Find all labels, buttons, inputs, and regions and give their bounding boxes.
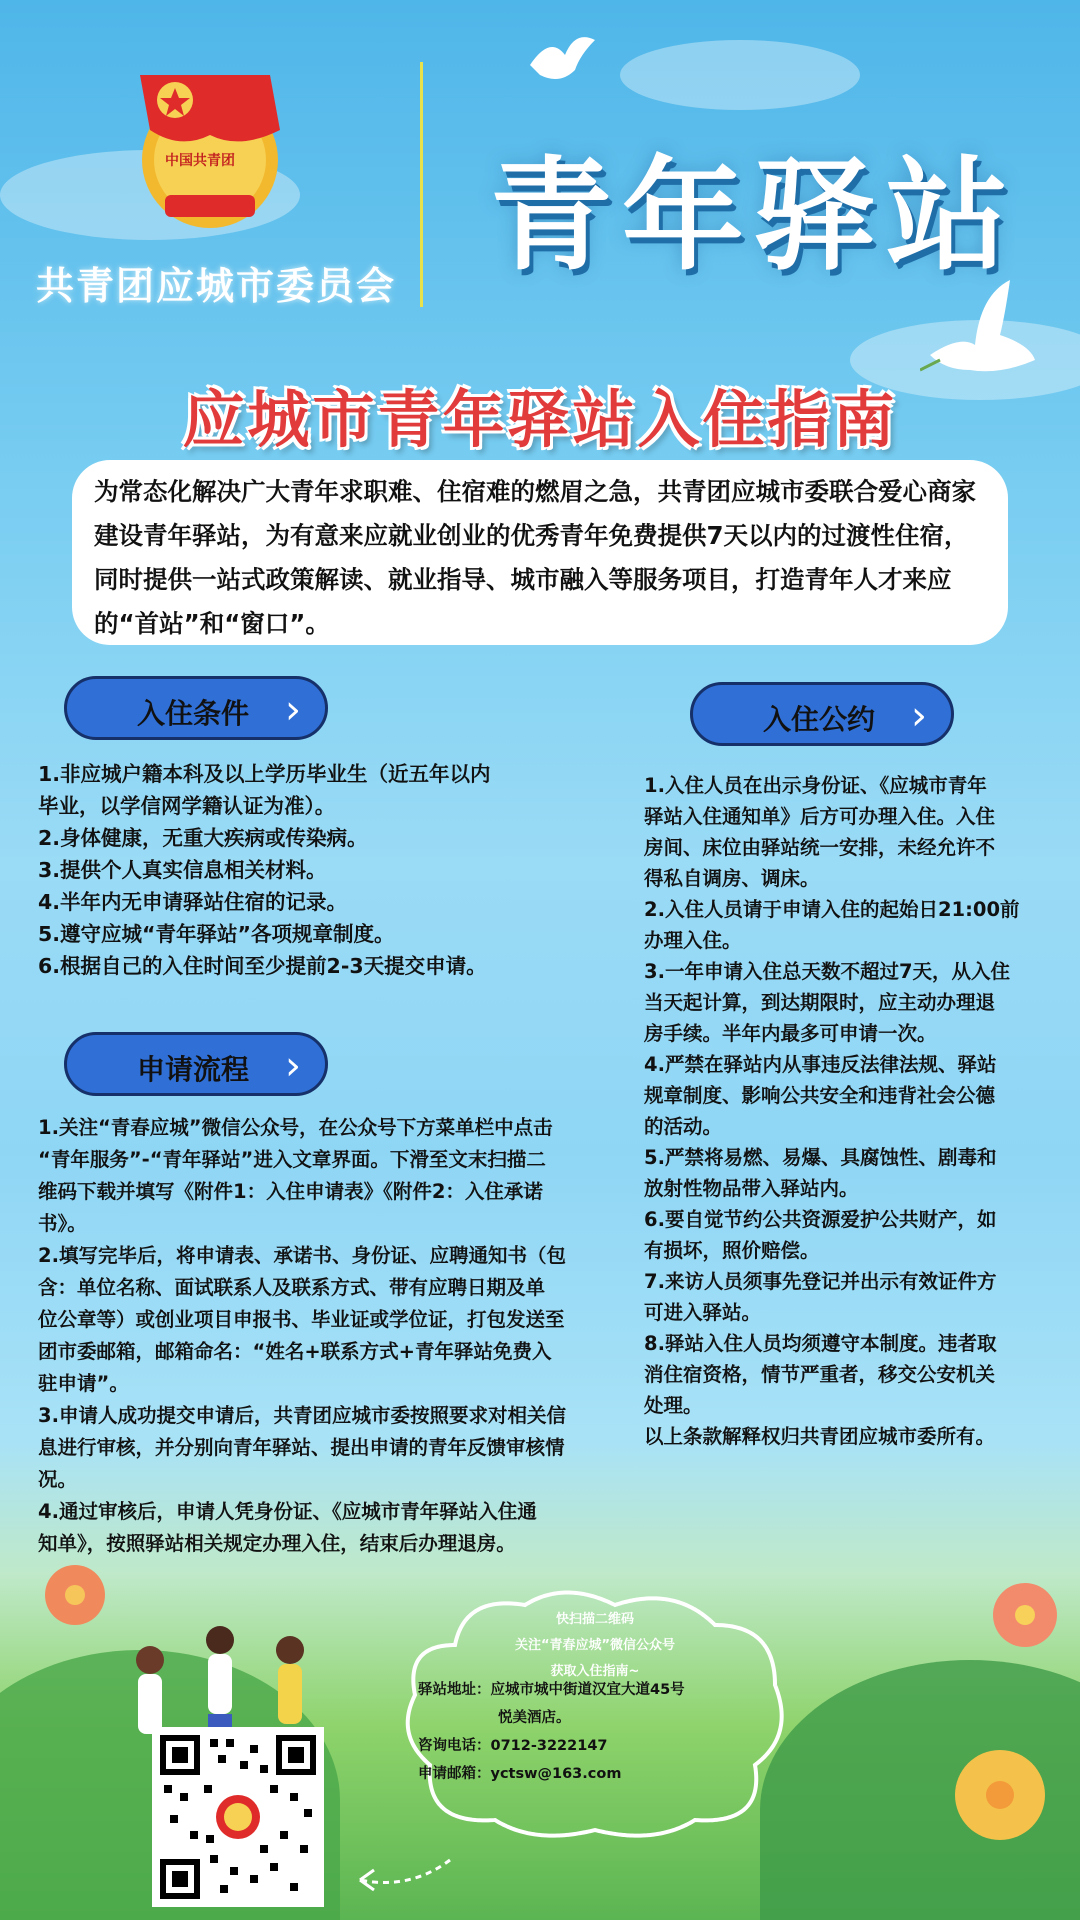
list-item: 6.要自觉节约公共资源爱护公共财产，如	[644, 1208, 997, 1231]
email-value[interactable]: yctsw@163.com	[490, 1766, 622, 1782]
list-item: 驻申请”。	[38, 1372, 129, 1395]
list-item: 含：单位名称、面试联系人及联系方式、带有应聘日期及单	[38, 1276, 546, 1299]
list-item: 有损坏，照价赔偿。	[644, 1239, 820, 1262]
dove-icon	[520, 25, 600, 95]
phone-label: 咨询电话：	[418, 1738, 491, 1754]
list-item: 4.通过审核后，申请人凭身份证、《应城市青年驿站入住通	[38, 1500, 537, 1523]
address-label: 驿站地址：	[418, 1682, 491, 1698]
list-item: 2.入住人员请于申请入住的起始日21:00前	[644, 898, 1020, 921]
rules-list	[644, 770, 1064, 1452]
list-item: 驿站入住通知单》后方可办理入住。入住	[644, 805, 996, 828]
list-item: 办理入住。	[644, 929, 742, 952]
list-item: 房间、床位由驿站统一安排，未经允许不	[644, 836, 996, 859]
chevron-right-icon: ›	[285, 1043, 301, 1089]
intro-box	[72, 460, 1008, 645]
list-item: 可进入驿站。	[644, 1301, 762, 1324]
email-label: 申请邮箱：	[418, 1766, 491, 1782]
list-item: “青年服务”-“青年驿站”进入文章界面。下滑至文末扫描二	[38, 1148, 546, 1171]
conditions-list	[38, 758, 598, 982]
process-pill-label: 申请流程	[137, 1053, 250, 1086]
list-item: 房手续。半年内最多可申请一次。	[644, 1022, 937, 1045]
process-list	[38, 1112, 618, 1560]
contact-info	[418, 1676, 758, 1788]
list-item: 3.提供个人真实信息相关材料。	[38, 858, 327, 882]
rules-pill-button[interactable]	[690, 682, 954, 746]
list-item: 规章制度、影响公共安全和违背社会公德	[644, 1084, 996, 1107]
list-item: 消住宿资格，情节严重者，移交公安机关	[644, 1363, 996, 1386]
qr-code-icon	[160, 1735, 316, 1899]
guide-title: 应城市青年驿站入住指南	[182, 383, 898, 456]
list-item: 2.填写完毕后，将申请表、承诺书、身份证、应聘通知书（包	[38, 1244, 566, 1267]
badge-text: 中国共青团	[165, 153, 235, 169]
list-item: 得私自调房、调床。	[644, 867, 820, 890]
list-item: 1.非应城户籍本科及以上学历毕业生（近五年以内	[38, 762, 491, 786]
list-item: 2.身体健康，无重大疾病或传染病。	[38, 826, 368, 850]
intro-line: 为常态化解决广大青年求职难、住宿难的燃眉之急，共青团应城市委联合爱心商家	[94, 477, 976, 506]
list-item: 5.严禁将易燃、易爆、具腐蚀性、剧毒和	[644, 1146, 997, 1169]
phone-value[interactable]: 0712-3222147	[490, 1738, 608, 1754]
intro-line: 的“首站”和“窗口”。	[94, 609, 330, 638]
address-value: 应城市城中街道汉宜大道45号	[490, 1682, 685, 1698]
list-item: 4.半年内无申请驿站住宿的记录。	[38, 890, 348, 914]
rules-pill-label: 入住公约	[763, 703, 876, 736]
list-item: 以上条款解释权归共青团应城市委所有。	[644, 1425, 996, 1448]
list-item: 处理。	[644, 1394, 703, 1417]
page-title: 青年驿站	[490, 145, 1018, 287]
chevron-right-icon: ›	[911, 693, 927, 739]
chevron-right-icon: ›	[285, 687, 301, 733]
address-value-2: 悦美酒店。	[498, 1710, 571, 1726]
conditions-pill-label: 入住条件	[137, 697, 250, 730]
flower-icon	[940, 1740, 1060, 1850]
intro-line: 建设青年驿站，为有意来应就业创业的优秀青年免费提供7天以内的过渡性住宿，	[94, 521, 969, 550]
intro-line: 同时提供一站式政策解读、就业指导、城市融入等服务项目，打造青年人才来应	[94, 565, 952, 594]
list-item: 的活动。	[644, 1115, 723, 1138]
cloud-decoration	[620, 40, 860, 110]
list-item: 况。	[38, 1468, 78, 1491]
list-item: 毕业，以学信网学籍认证为准）。	[38, 794, 336, 818]
list-item: 位公章等）或创业项目申报书、毕业证或学位证，打包发送至	[38, 1308, 565, 1331]
qr-code[interactable]	[152, 1727, 324, 1907]
list-item: 知单》，按照驿站相关规定办理入住，结束后办理退房。	[38, 1532, 516, 1555]
list-item: 4.严禁在驿站内从事违反法律法规、驿站	[644, 1053, 997, 1076]
list-item: 放射性物品带入驿站内。	[644, 1177, 859, 1200]
header-divider	[420, 62, 423, 307]
list-item: 维码下载并填写《附件1：入住申请表》《附件2：入住承诺	[38, 1180, 543, 1203]
list-item: 3.一年申请入住总天数不超过7天，从入住	[644, 960, 1011, 983]
list-item: 1.关注“青春应城”微信公众号，在公众号下方菜单栏中点击	[38, 1116, 553, 1139]
list-item: 书》。	[38, 1212, 87, 1235]
list-item: 当天起计算，到达期限时，应主动办理退	[644, 991, 996, 1014]
org-name: 共青团应城市委员会	[36, 264, 397, 308]
arrow-left-icon	[340, 1840, 460, 1900]
flower-icon	[980, 1570, 1070, 1660]
list-item: 息进行审核，并分别向青年驿站、提出申请的青年反馈审核情	[38, 1436, 565, 1459]
list-item: 8.驿站入住人员均须遵守本制度。违者取	[644, 1332, 997, 1355]
conditions-pill-button[interactable]	[64, 676, 328, 740]
list-item: 3.申请人成功提交申请后，共青团应城市委按照要求对相关信	[38, 1404, 566, 1427]
list-item: 团市委邮箱，邮箱命名：“姓名+联系方式+青年驿站免费入	[38, 1340, 552, 1363]
process-pill-button[interactable]	[64, 1032, 328, 1096]
cloud-notice-line: 获取入住指南~	[550, 1664, 640, 1679]
cloud-notice-line: 快扫描二维码	[555, 1612, 634, 1627]
list-item: 6.根据自己的入住时间至少提前2-3天提交申请。	[38, 954, 487, 978]
cloud-notice-line: 关注“青春应城”微信公众号	[514, 1638, 676, 1653]
list-item: 7.来访人员须事先登记并出示有效证件方	[644, 1270, 997, 1293]
list-item: 5.遵守应城“青年驿站”各项规章制度。	[38, 922, 395, 946]
list-item: 1.入住人员在出示身份证、《应城市青年	[644, 774, 987, 797]
